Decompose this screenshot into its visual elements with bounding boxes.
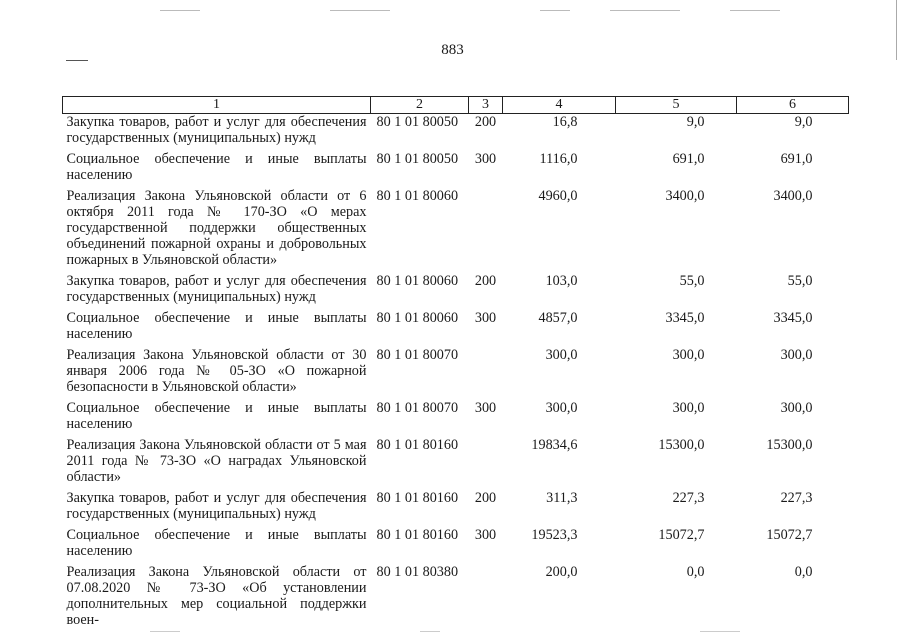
row-csr-code: 80 1 01 80060	[376, 188, 459, 204]
row-value-col5: 3400,0	[665, 188, 705, 204]
table-row	[63, 400, 849, 437]
row-value-col6: 15300,0	[766, 437, 813, 453]
row-vr-code	[469, 564, 503, 633]
row-csr-code: 80 1 01 80060	[376, 273, 459, 289]
scan-artifact-top	[540, 10, 570, 11]
table-row	[63, 564, 849, 633]
row-csr-code: 80 1 01 80160	[376, 437, 459, 453]
row-value-col6: 15072,7	[766, 527, 813, 543]
row-name: Социальное обеспечение и иные выплаты населению	[66, 527, 367, 559]
scan-artifact-bottom	[700, 631, 740, 632]
row-value-col5: 300,0	[672, 347, 705, 363]
row-value-col6: 227,3	[780, 490, 813, 506]
row-vr-code	[469, 437, 503, 490]
row-name: Социальное обеспечение и иные выплаты населению	[66, 151, 367, 183]
table-row	[63, 347, 849, 400]
table-row	[63, 151, 849, 188]
header-col-5: 5	[616, 97, 737, 114]
table-row	[63, 490, 849, 527]
row-vr-code: 300	[474, 400, 497, 416]
row-value-col5: 9,0	[686, 114, 705, 130]
row-value-col5: 55,0	[679, 273, 705, 289]
page-number: 883	[441, 42, 464, 58]
row-csr-code: 80 1 01 80160	[376, 527, 459, 543]
row-csr-code: 80 1 01 80160	[376, 490, 459, 506]
row-name: Социальное обеспечение и иные выплаты населению	[66, 310, 367, 342]
row-name: Реализация Закона Ульяновской области от 30 января 2006 года № 05-ЗО «О пожарной безопасности в Ульяновской области»	[66, 347, 367, 395]
budget-table	[62, 96, 849, 633]
row-value-col4: 200,0	[545, 564, 578, 580]
row-value-col5: 227,3	[672, 490, 705, 506]
scan-mark	[66, 60, 88, 61]
scan-artifact-bottom	[420, 631, 440, 632]
row-value-col5: 691,0	[672, 151, 705, 167]
row-value-col6: 9,0	[794, 114, 813, 130]
header-col-4: 4	[503, 97, 616, 114]
scan-artifact-top	[160, 10, 200, 11]
table-header-row	[63, 97, 849, 114]
row-value-col6: 300,0	[780, 400, 813, 416]
scan-artifact-top	[730, 10, 780, 11]
row-value-col4: 16,8	[552, 114, 578, 130]
row-vr-code: 300	[474, 151, 497, 167]
row-value-col5: 300,0	[672, 400, 705, 416]
row-name: Реализация Закона Ульяновской области от 6 октября 2011 года № 170-ЗО «О мерах государственной поддержки общественных объединений пожарной охраны и добровольных пожарных в Ульяновской области»	[66, 188, 367, 268]
row-name: Закупка товаров, работ и услуг для обеспечения государственных (муниципальных) нужд	[66, 490, 367, 522]
row-value-col5: 3345,0	[665, 310, 705, 326]
row-vr-code: 200	[474, 114, 497, 130]
table-row	[63, 437, 849, 490]
header-col-3: 3	[469, 97, 503, 114]
scan-artifact-top	[610, 10, 680, 11]
row-value-col4: 300,0	[545, 347, 578, 363]
row-name: Закупка товаров, работ и услуг для обеспечения государственных (муниципальных) нужд	[66, 114, 367, 146]
row-name: Закупка товаров, работ и услуг для обеспечения государственных (муниципальных) нужд	[66, 273, 367, 305]
row-csr-code: 80 1 01 80070	[376, 347, 459, 363]
table-row	[63, 310, 849, 347]
row-value-col4: 103,0	[545, 273, 578, 289]
row-vr-code: 200	[474, 490, 497, 506]
row-value-col6: 300,0	[780, 347, 813, 363]
row-value-col5: 15300,0	[658, 437, 705, 453]
scan-artifact-bottom	[150, 631, 180, 632]
row-value-col6: 3400,0	[773, 188, 813, 204]
row-value-col4: 19834,6	[531, 437, 578, 453]
scan-artifact-top	[330, 10, 390, 11]
table-row	[63, 527, 849, 564]
row-value-col6: 55,0	[787, 273, 813, 289]
row-value-col4: 4960,0	[538, 188, 578, 204]
row-csr-code: 80 1 01 80050	[376, 114, 459, 130]
header-col-2: 2	[371, 97, 469, 114]
row-vr-code	[469, 347, 503, 400]
row-value-col4: 300,0	[545, 400, 578, 416]
table-row	[63, 188, 849, 273]
table-row	[63, 273, 849, 310]
row-value-col4: 311,3	[546, 490, 578, 506]
row-vr-code	[469, 188, 503, 273]
table-body	[63, 114, 849, 634]
row-name: Реализация Закона Ульяновской области от 5 мая 2011 года № 73-ЗО «О наградах Ульяновской области»	[66, 437, 367, 485]
row-value-col5: 0,0	[686, 564, 705, 580]
row-vr-code: 300	[474, 310, 497, 326]
row-value-col6: 3345,0	[773, 310, 813, 326]
row-value-col4: 1116,0	[539, 151, 578, 167]
row-vr-code: 200	[474, 273, 497, 289]
table-row	[63, 114, 849, 152]
row-name: Реализация Закона Ульяновской области от 07.08.2020 № 73-ЗО «Об установлении дополнительных мер социальной поддержки воен-	[66, 564, 367, 628]
row-value-col5: 15072,7	[658, 527, 705, 543]
row-value-col4: 19523,3	[531, 527, 578, 543]
row-vr-code: 300	[474, 527, 497, 543]
row-csr-code: 80 1 01 80070	[376, 400, 459, 416]
row-csr-code: 80 1 01 80380	[376, 564, 459, 580]
header-col-6: 6	[737, 97, 849, 114]
row-value-col6: 691,0	[780, 151, 813, 167]
row-csr-code: 80 1 01 80050	[376, 151, 459, 167]
row-csr-code: 80 1 01 80060	[376, 310, 459, 326]
row-name: Социальное обеспечение и иные выплаты населению	[66, 400, 367, 432]
header-col-1: 1	[63, 97, 371, 114]
row-value-col4: 4857,0	[538, 310, 578, 326]
row-value-col6: 0,0	[794, 564, 813, 580]
